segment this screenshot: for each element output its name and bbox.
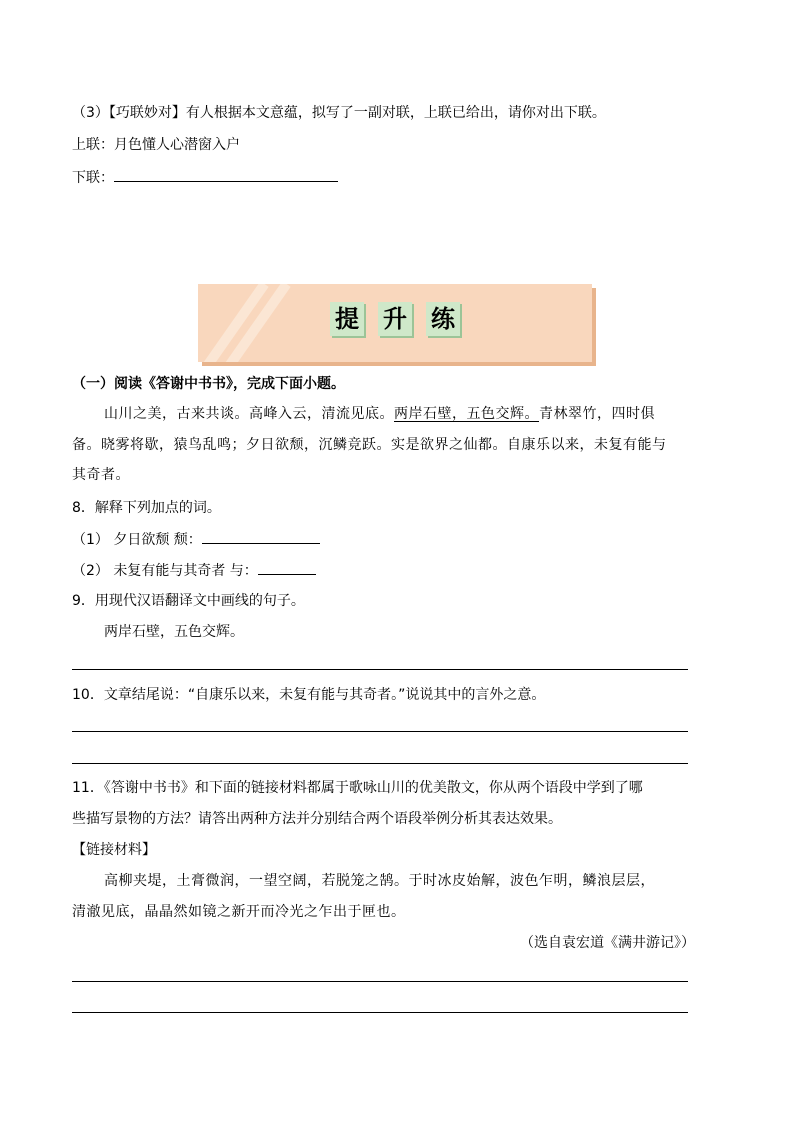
q3-prompt: （3）【巧联妙对】有人根据本文意蕴，拟写了一副对联，上联已给出，请你对出下联。: [72, 105, 606, 121]
q9-sentence: 两岸石壁，五色交辉。: [104, 624, 244, 640]
q10-title: 10．文章结尾说：“自康乐以来，未复有能与其奇者。”说说其中的言外之意。: [72, 687, 546, 703]
answer-line[interactable]: [72, 981, 688, 982]
answer-line[interactable]: [72, 731, 688, 732]
lower-answer-blank[interactable]: [114, 167, 338, 182]
upper-text: 月色懂人心潜窗入户: [114, 137, 240, 153]
q3-lower-couplet: [72, 167, 338, 188]
passage-line: [104, 404, 655, 424]
q8-title: 8．解释下列加点的词。: [72, 500, 221, 516]
q9-title: 9．用现代汉语翻译文中画线的句子。: [72, 593, 305, 609]
material-line: 高柳夹堤，土膏微润，一望空阔，若脱笼之鹄。于时冰皮始解，波色乍明，鳞浪层层，: [104, 873, 655, 889]
q3-upper-couplet: [72, 135, 240, 155]
q11-line: 11．《答谢中书书》和下面的链接材料都属于歌咏山川的优美散文，你从两个语段中学到了哪: [72, 780, 643, 796]
q8-item-1: [72, 529, 320, 550]
answer-blank[interactable]: [202, 529, 320, 544]
passage-line: 备。晓雾将歇，猿鸟乱鸣；夕日欲颓，沉鳞竞跃。实是欲界之仙都。自康乐以来，未复有能与: [72, 437, 667, 453]
lower-label: 下联：: [72, 170, 114, 186]
answer-line[interactable]: [72, 763, 688, 764]
section-heading: （一）阅读《答谢中书书》，完成下面小题。: [72, 376, 345, 392]
material-source: （选自袁宏道《满井游记》）: [520, 935, 695, 951]
q11-line: 些描写景物的方法？请答出两种方法并分别结合两个语段举例分析其表达效果。: [72, 811, 562, 827]
q8-item-text: （2） 未复有能与其奇者 与：: [72, 563, 258, 579]
passage-line: 其奇者。: [72, 467, 130, 483]
underlined-sentence: 两岸石壁，五色交辉。: [394, 406, 539, 422]
link-material-label: 【链接材料】: [72, 842, 156, 858]
answer-line[interactable]: [72, 1012, 688, 1013]
banner-char: 提: [330, 302, 364, 336]
answer-line[interactable]: [72, 669, 688, 670]
section-banner: [198, 284, 592, 362]
answer-blank[interactable]: [258, 560, 316, 575]
upper-label: 上联：: [72, 137, 114, 153]
passage-text: 山川之美，古来共谈。高峰入云，清流见底。: [104, 406, 394, 422]
banner-char: 升: [378, 302, 412, 336]
passage-text: 青林翠竹，四时俱: [539, 406, 655, 422]
banner-char: 练: [426, 302, 460, 336]
q8-item-text: （1） 夕日欲颓 颓：: [72, 532, 202, 548]
material-line: 清澈见底，晶晶然如镜之新开而冷光之乍出于匣也。: [72, 904, 406, 920]
q8-item-2: [72, 560, 316, 581]
